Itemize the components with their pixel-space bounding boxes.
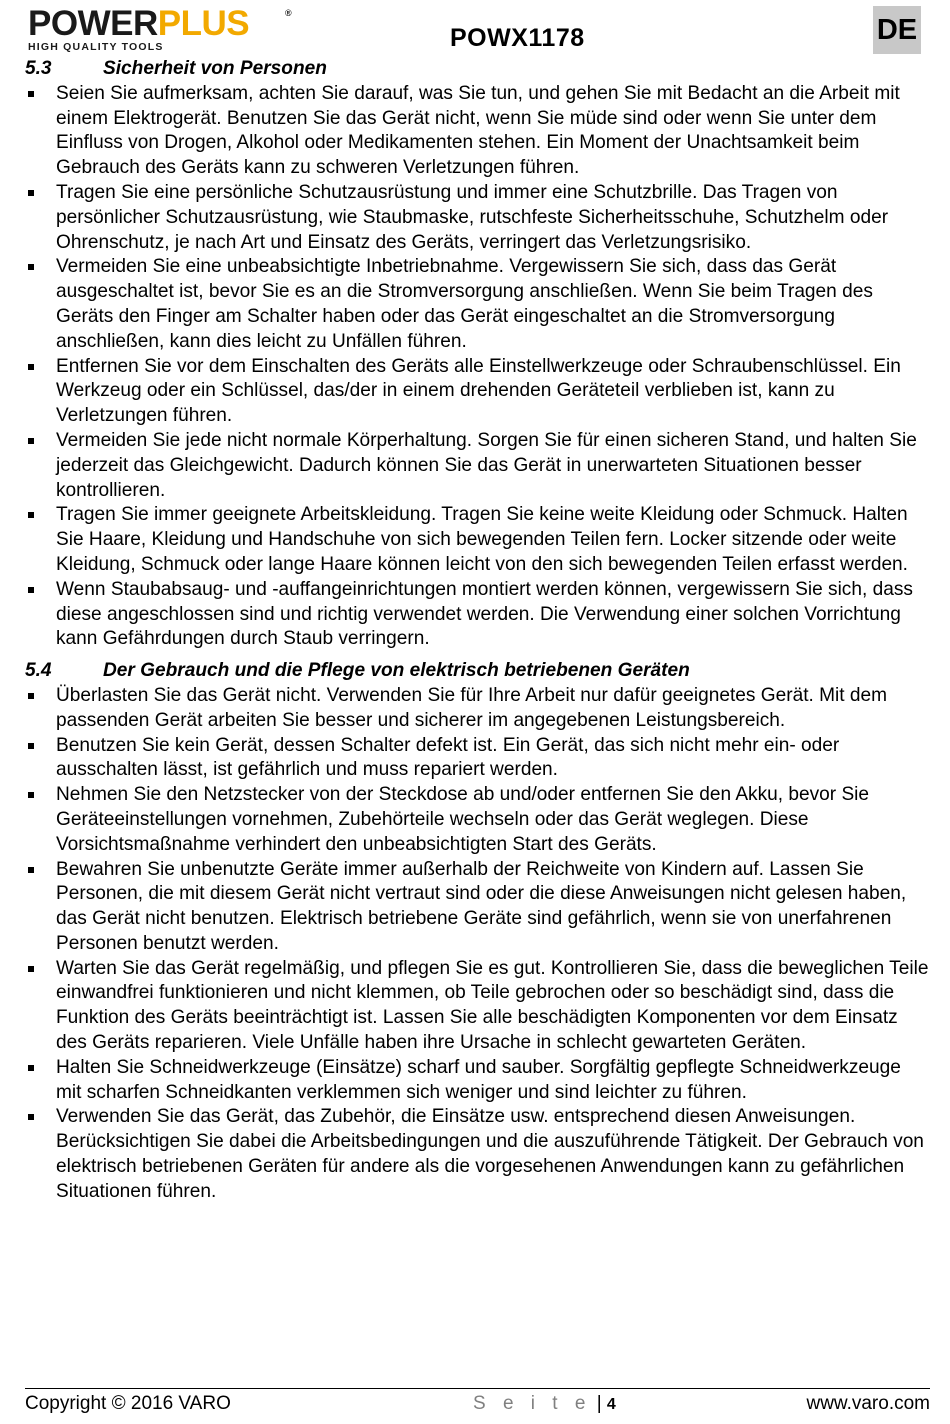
list-item bbox=[25, 255, 930, 354]
square-bullet-icon bbox=[28, 512, 34, 518]
logo-power: POWER bbox=[28, 4, 158, 43]
list-item-text: Nehmen Sie den Netzstecker von der Steckdose ab und/oder entfernen Sie den Akku, bevor Sie Geräteeinstellungen vornehmen, Zubehörteile wechseln oder das Gerät weglegen. Diese Vorsichtsmaßnahme verhindert den unbeabsichtigten Start des Geräts. bbox=[56, 784, 870, 855]
powerplus-logo bbox=[28, 6, 298, 52]
logo-tagline: HIGH QUALITY TOOLS bbox=[28, 41, 164, 53]
list-item-text: Halten Sie Schneidwerkzeuge (Einsätze) scharf und sauber. Sorgfältig gepflegte Schneidwerkzeuge mit scharfen Schneidkanten verklemmen sich weniger und sind leichter zu führen. bbox=[56, 1056, 901, 1103]
list-item bbox=[25, 429, 930, 503]
list-item bbox=[25, 1056, 930, 1106]
list-item bbox=[25, 355, 930, 429]
list-item-text: Wenn Staubabsaug- und -auffangeinrichtungen montiert werden können, vergewissern Sie sich, dass diese angeschlossen sind und richtig verwendet werden. Die Verwendung einer solchen Vorrichtung kann Gefährdungen durch Staub verringern. bbox=[56, 578, 913, 650]
bullet-list bbox=[25, 684, 930, 1205]
list-item-text: Entfernen Sie vor dem Einschalten des Geräts alle Einstellwerkzeuge oder Schraubenschlüssel. Ein Werkzeug oder ein Schlüssel, das/der in einem drehenden Geräteteil verblieben ist, kann zu Verletzungen führen. bbox=[56, 355, 901, 427]
list-item bbox=[25, 684, 930, 734]
square-bullet-icon bbox=[28, 438, 34, 444]
square-bullet-icon bbox=[28, 867, 34, 873]
section-heading bbox=[25, 57, 930, 82]
section-heading bbox=[25, 659, 930, 684]
square-bullet-icon bbox=[28, 264, 34, 270]
list-item-text: Überlasten Sie das Gerät nicht. Verwenden Sie für Ihre Arbeit nur dafür geeignetes Gerät. Mit dem passenden Gerät arbeiten Sie besser und sicherer im angegebenen Leistungsbereich. bbox=[56, 684, 888, 731]
list-item bbox=[25, 734, 930, 784]
footer-page-separator: | bbox=[591, 1393, 607, 1414]
list-item-text: Vermeiden Sie jede nicht normale Körperhaltung. Sorgen Sie für einen sicheren Stand, und halten Sie jederzeit das Gleichgewicht. Dadurch können Sie das Gerät in unerwarteten Situationen besser kontrollieren. bbox=[56, 429, 917, 501]
logo-registered-mark: ® bbox=[285, 8, 292, 18]
bullet-list bbox=[25, 82, 930, 652]
language-badge: DE bbox=[873, 6, 921, 54]
list-item bbox=[25, 957, 930, 1056]
square-bullet-icon bbox=[28, 743, 34, 749]
footer-page-indicator bbox=[473, 1393, 616, 1415]
list-item bbox=[25, 578, 930, 652]
square-bullet-icon bbox=[28, 91, 34, 97]
list-item-text: Bewahren Sie unbenutzte Geräte immer außerhalb der Reichweite von Kindern auf. Lassen Sie Personen, die mit diesem Gerät nicht vertraut sind oder die diese Anweisungen nicht gelesen haben, das Gerät nicht benutzen. Elektrisch betriebene Geräte sind gefährlich, wenn sie von unerfahrenen Personen benutzt werden. bbox=[56, 858, 907, 954]
footer-page-label: S e i t e bbox=[473, 1393, 592, 1414]
document-body bbox=[25, 57, 930, 1205]
section-title: Sicherheit von Personen bbox=[103, 58, 327, 79]
square-bullet-icon bbox=[28, 693, 34, 699]
list-item-text: Seien Sie aufmerksam, achten Sie darauf, was Sie tun, und gehen Sie mit Bedacht an die Arbeit mit einem Elektrogerät. Benutzen Sie das Gerät nicht, wenn Sie müde sind oder wenn Sie unter dem Einfluss von Drogen, Alkohol oder Medikamenten stehen. Ein Moment der Unachtsamkeit beim Gebrauch des Geräts kann zu schweren Verletzungen führen. bbox=[56, 82, 900, 179]
list-item bbox=[25, 181, 930, 255]
footer-page-number: 4 bbox=[606, 1396, 616, 1413]
list-item bbox=[25, 1105, 930, 1204]
page-header bbox=[0, 0, 950, 60]
square-bullet-icon bbox=[28, 364, 34, 370]
section-number: 5.3 bbox=[25, 58, 52, 79]
list-item bbox=[25, 503, 930, 577]
list-item-text: Tragen Sie eine persönliche Schutzausrüstung und immer eine Schutzbrille. Das Tragen von persönlicher Schutzausrüstung, wie Staubmaske, rutschfeste Sicherheitsschuhe, Schutzhelm oder Ohrenschutz, je nach Art und Einsatz des Geräts, verringert das Verletzungsrisiko. bbox=[56, 181, 889, 253]
footer-website: www.varo.com bbox=[806, 1393, 930, 1414]
square-bullet-icon bbox=[28, 190, 34, 196]
square-bullet-icon bbox=[28, 792, 34, 798]
square-bullet-icon bbox=[28, 1065, 34, 1071]
logo-wordmark bbox=[28, 6, 249, 42]
list-item bbox=[25, 82, 930, 181]
list-item-text: Vermeiden Sie eine unbeabsichtigte Inbetriebnahme. Vergewissern Sie sich, dass das Gerät ausgeschaltet ist, bevor Sie es an die Stromversorgung anschließen. Wenn Sie beim Tragen des Geräts den Finger am Schalter haben oder das Gerät eingeschaltet an die Stromversorgung anschließen, kann dies leicht zu Unfällen führen. bbox=[56, 256, 873, 352]
list-item bbox=[25, 783, 930, 857]
section-spacer bbox=[25, 652, 930, 659]
list-item-text: Tragen Sie immer geeignete Arbeitskleidung. Tragen Sie keine weite Kleidung oder Schmuck. Halten Sie Haare, Kleidung und Handschuhe von sich bewegenden Teilen fern. Locker sitzende oder weite Kleidung, Schmuck oder lange Haare können leicht von den sich bewegenden Teilen erfasst werden. bbox=[56, 504, 908, 575]
square-bullet-icon bbox=[28, 587, 34, 593]
logo-plus: PLUS bbox=[157, 4, 250, 43]
section-number: 5.4 bbox=[25, 660, 52, 682]
footer-copyright: Copyright © 2016 VARO bbox=[25, 1393, 231, 1414]
footer-divider bbox=[25, 1388, 930, 1389]
list-item-text: Warten Sie das Gerät regelmäßig, und pflegen Sie es gut. Kontrollieren Sie, dass die beweglichen Teile einwandfrei funktionieren und nicht klemmen, ob Teile gebrochen oder so beschädigt sind, dass die Funktion des Geräts beeinträchtigt ist. Lassen Sie alle beschädigten Komponenten vor dem Einsatz des Geräts reparieren. Viele Unfälle haben ihre Ursache in schlecht gewarteten Geräten. bbox=[56, 957, 929, 1054]
list-item-text: Verwenden Sie das Gerät, das Zubehör, die Einsätze usw. entsprechend diesen Anweisungen. Berücksichtigen Sie dabei die Arbeitsbedingungen und die auszuführende Tätigkeit. Der Gebrauch von elektrisch betriebenen Geräten für andere als die vorgesehenen Anwendungen kann zu gefährlichen Situationen führen. bbox=[56, 1106, 924, 1202]
model-number: POWX1178 bbox=[450, 24, 585, 52]
square-bullet-icon bbox=[28, 1114, 34, 1120]
page-footer bbox=[25, 1393, 930, 1419]
list-item bbox=[25, 858, 930, 957]
list-item-text: Benutzen Sie kein Gerät, dessen Schalter defekt ist. Ein Gerät, das sich nicht mehr ein- oder ausschalten lässt, ist gefährlich und muss repariert werden. bbox=[56, 734, 840, 781]
section-title: Der Gebrauch und die Pflege von elektrisch betriebenen Geräten bbox=[103, 660, 690, 682]
square-bullet-icon bbox=[28, 966, 34, 972]
